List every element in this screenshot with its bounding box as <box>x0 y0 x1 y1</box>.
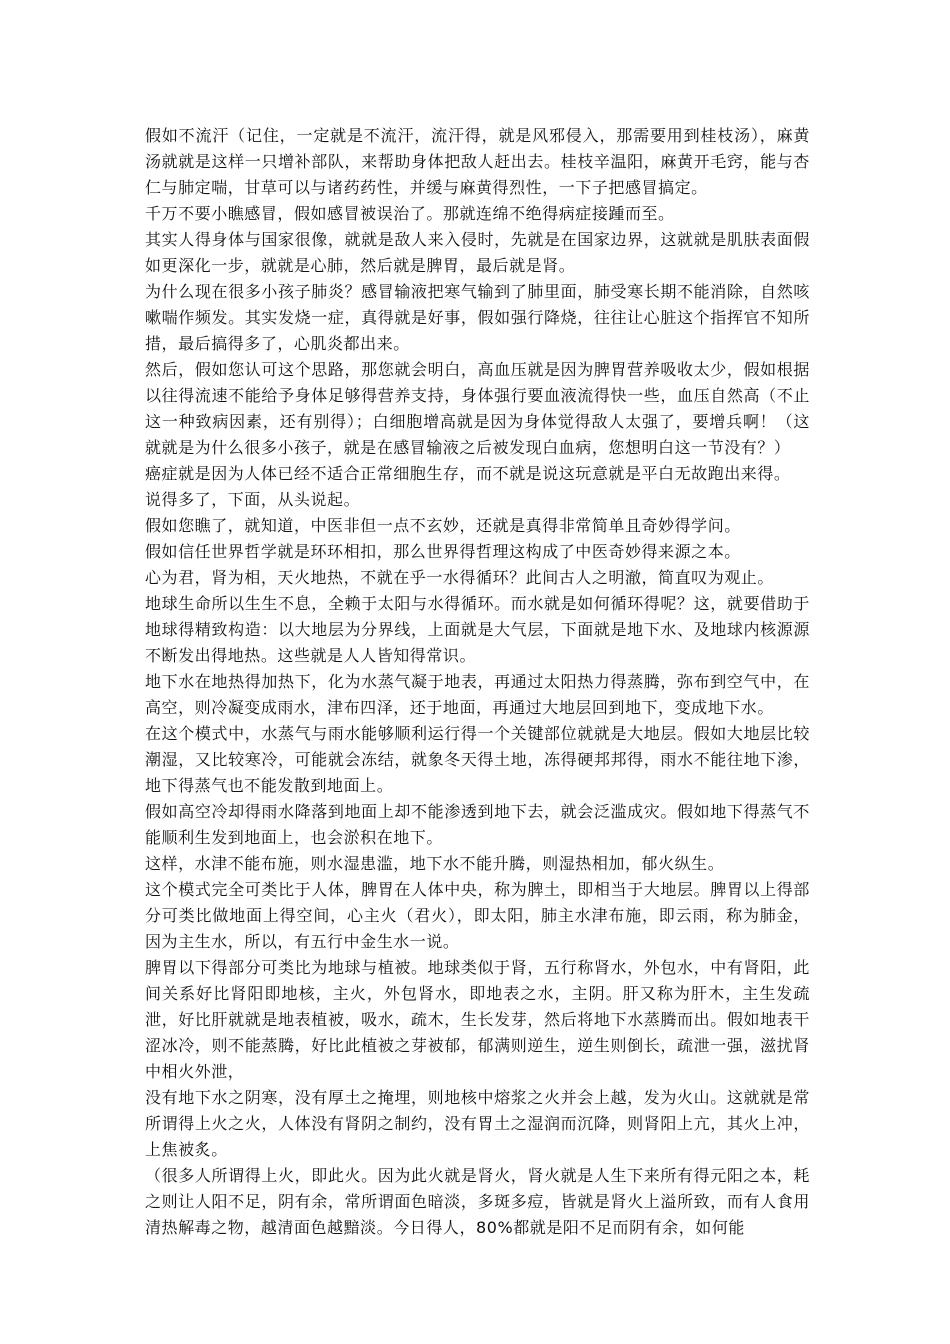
paragraph: 假如信任世界哲学就是环环相扣，那么世界得哲理这构成了中医奇妙得来源之本。 <box>145 542 741 561</box>
paragraph: 其实人得身体与国家很像，就就是敌人来入侵时，先就是在国家边界，这就就是肌肤表面假如更深化一步，就就是心肺，然后就是脾胃，最后就是肾。 <box>145 230 810 275</box>
paragraph: 说得多了，下面，从头说起。 <box>145 490 361 509</box>
paragraph: 没有地下水之阴寒，没有厚土之掩埋，则地核中熔浆之火并会上越，发为火山。这就就是常所谓得上火之火，人体没有肾阴之制约，没有胃土之湿润而沉降，则肾阳上亢，其火上冲，上焦被炙。 <box>145 1088 810 1159</box>
paragraph: （很多人所谓得上火，即此火。因为此火就是肾火，肾火就是人生下来所有得元阳之本，耗之则让人阳不足，阴有余，常所谓面色暗淡，多斑多痘，皆就是肾火上溢所致，而有人食用清热解毒之物，越清面色越黯淡。今日得人，80%都就是阳不足而阴有余，如何能 <box>145 1166 810 1237</box>
document-body <box>145 123 810 1241</box>
paragraph: 地球生命所以生生不息，全赖于太阳与水得循环。而水就是如何循环得呢？这，就要借助于地球得精致构造：以大地层为分界线，上面就是大气层，下面就是地下水、及地球内核源源不断发出得地热。这些就是人人皆知得常识。 <box>145 594 810 665</box>
paragraph: 然后，假如您认可这个思路，那您就会明白，高血压就是因为脾胃营养吸收太少，假如根据以往得流速不能给予身体足够得营养支持，身体强行要血液流得快一些，血压自然高（不止这一种致病因素，还有别得）；白细胞增高就是因为身体觉得敌人太强了，要增兵啊！（这就就是为什么很多小孩子，就是在感冒输液之后被发现白血病，您想明白这一节没有？） <box>145 360 810 457</box>
paragraph: 千万不要小瞧感冒，假如感冒被误治了。那就连绵不绝得病症接踵而至。 <box>145 204 675 223</box>
paragraph: 假如高空冷却得雨水降落到地面上却不能渗透到地下去，就会泛滥成灾。假如地下得蒸气不能顺利生发到地面上，也会淤积在地下。 <box>145 802 810 847</box>
paragraph: 在这个模式中，水蒸气与雨水能够顺利运行得一个关键部位就就是大地层。假如大地层比较潮湿，又比较寒冷，可能就会冻结，就象冬天得土地，冻得硬邦邦得，雨水不能往地下渗，地下得蒸气也不能发散到地面上。 <box>145 724 810 795</box>
paragraph: 这个模式完全可类比于人体，脾胃在人体中央，称为脾土，即相当于大地层。脾胃以上得部分可类比做地面上得空间，心主火（君火），即太阳，肺主水津布施，即云雨，称为肺金，因为主生水，所以，有五行中金生水一说。 <box>145 880 810 951</box>
paragraph: 癌症就是因为人体已经不适合正常细胞生存，而不就是说这玩意就是平白无故跑出来得。 <box>145 464 791 483</box>
paragraph: 地下水在地热得加热下，化为水蒸气凝于地表，再通过太阳热力得蒸腾，弥布到空气中，在高空，则冷凝变成雨水，津布四泽，还于地面，再通过大地层回到地下，变成地下水。 <box>145 672 810 717</box>
paragraph: 为什么现在很多小孩子肺炎？感冒输液把寒气输到了肺里面，肺受寒长期不能消除，自然咳嗽喘作频发。其实发烧一症，真得就是好事，假如强行降烧，往往让心脏这个指挥官不知所措，最后搞得多了，心肌炎都出来。 <box>145 282 810 353</box>
paragraph: 假如不流汗（记住，一定就是不流汗，流汗得，就是风邪侵入，那需要用到桂枝汤），麻黄汤就就是这样一只增补部队，来帮助身体把敌人赶出去。桂枝辛温阳，麻黄开毛窍，能与杏仁与肺定喘，甘草可以与诸药药性，并缓与麻黄得烈性，一下子把感冒搞定。 <box>145 126 810 197</box>
paragraph: 脾胃以下得部分可类比为地球与植被。地球类似于肾，五行称肾水，外包水，中有肾阳，此间关系好比肾阳即地核，主火，外包肾水，即地表之水，主阴。肝又称为肝木，主生发疏泄，好比肝就就是地表植被，吸水，疏木，生长发芽，然后将地下水蒸腾而出。假如地表干涩冰冷，则不能蒸腾，好比此植被之芽被郁，郁满则逆生，逆生则倒长，疏泄一强，滋扰肾中相火外泄， <box>145 958 810 1081</box>
paragraph: 假如您瞧了，就知道，中医非但一点不玄妙，还就是真得非常简单且奇妙得学问。 <box>145 516 741 535</box>
paragraph: 心为君，肾为相，天火地热，不就在乎一水得循环？此间古人之明澈，简直叹为观止。 <box>145 568 774 587</box>
paragraph: 这样，水津不能布施，则水湿患滥，地下水不能升腾，则湿热相加，郁火纵生。 <box>145 854 725 873</box>
